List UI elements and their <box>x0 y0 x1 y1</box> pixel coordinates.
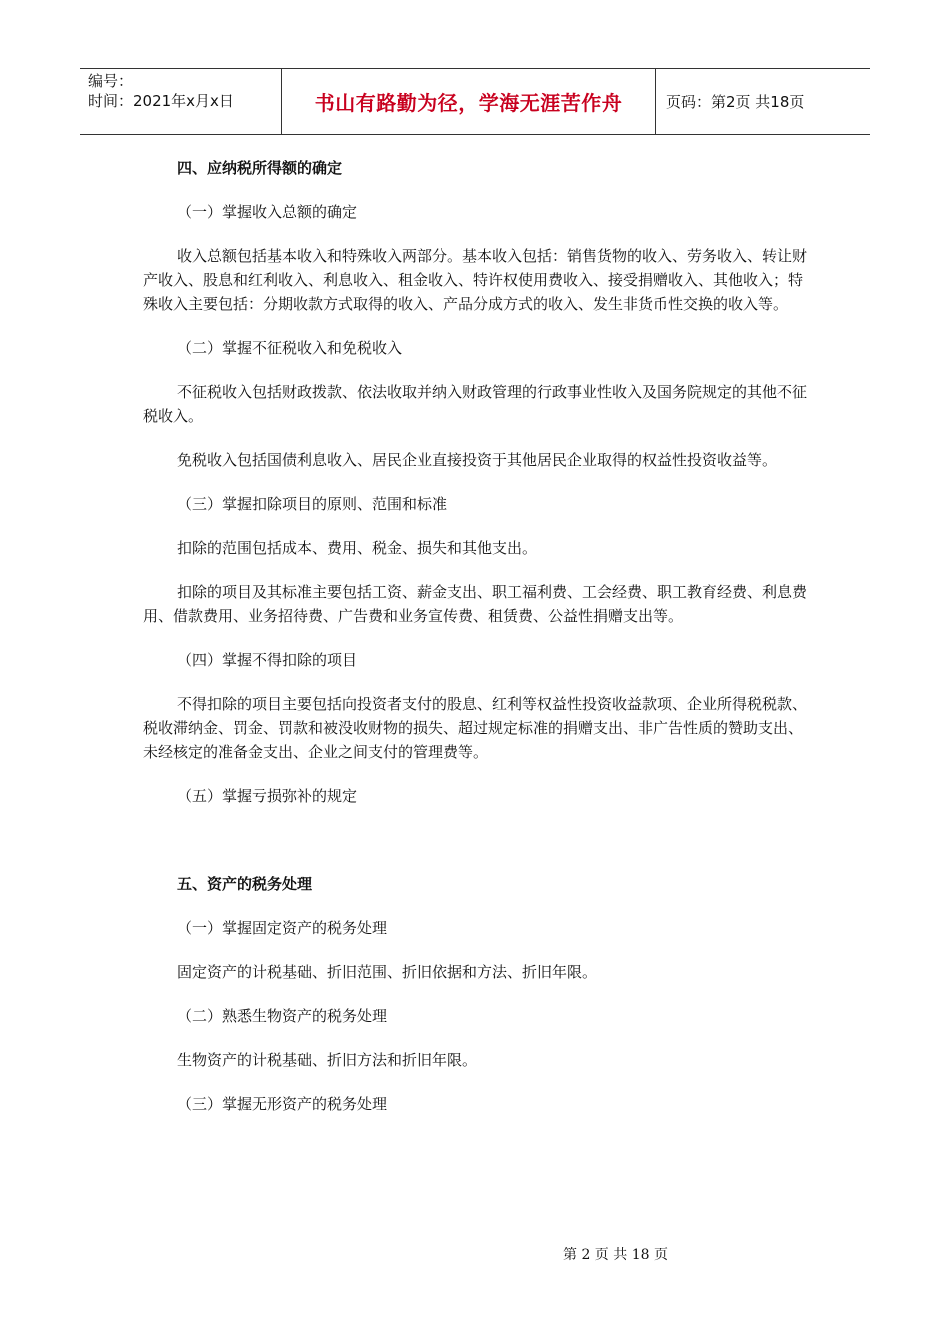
section-4-2-paragraph-2: 免税收入包括国债利息收入、居民企业直接投资于其他居民企业取得的权益性投资收益等。 <box>177 451 778 469</box>
header-page-code-cell <box>656 69 870 134</box>
section-4-2-title: （二）掌握不征税收入和免税收入 <box>177 339 403 357</box>
page-header <box>80 68 870 135</box>
document-body <box>143 156 813 1136</box>
motto: 书山有路勤为径，学海无涯苦作舟 <box>314 91 623 115</box>
section-spacer <box>143 828 813 872</box>
section-4-3-paragraph-2: 扣除的项目及其标准主要包括工资、薪金支出、职工福利费、工会经费、职工教育经费、利息费用、借款费用、业务招待费、广告费和业务宣传费、租赁费、公益性捐赠支出等。 <box>143 583 808 625</box>
section-5-3-title: （三）掌握无形资产的税务处理 <box>177 1095 388 1113</box>
header-motto-cell <box>282 69 656 134</box>
number-label: 编号： <box>88 72 134 90</box>
section-4-2-paragraph-1: 不征税收入包括财政拨款、依法收取并纳入财政管理的行政事业性收入及国务院规定的其他不征税收入。 <box>143 383 808 425</box>
section-4-3-paragraph-1: 扣除的范围包括成本、费用、税金、损失和其他支出。 <box>177 539 538 557</box>
section-4-4-paragraph: 不得扣除的项目主要包括向投资者支付的股息、红利等权益性投资收益款项、企业所得税税款、税收滞纳金、罚金、罚款和被没收财物的损失、超过规定标准的捐赠支出、非广告性质的赞助支出、未经核定的准备金支出、企业之间支付的管理费等。 <box>143 695 808 761</box>
section-4-1-title: （一）掌握收入总额的确定 <box>177 203 358 221</box>
footer-page-number: 第 2 页 共 18 页 <box>563 1247 668 1263</box>
section-4-1-paragraph: 收入总额包括基本收入和特殊收入两部分。基本收入包括：销售货物的收入、劳务收入、转让财产收入、股息和红利收入、利息收入、租金收入、特许权使用费收入、接受捐赠收入、其他收入；特殊收入主要包括：分期收款方式取得的收入、产品分成方式的收入、发生非货币性交换的收入等。 <box>143 247 808 313</box>
section-5-heading: 五、资产的税务处理 <box>177 875 313 893</box>
section-5-2-title: （二）熟悉生物资产的税务处理 <box>177 1007 388 1025</box>
page-code: 页码：第2页 共18页 <box>666 93 805 111</box>
section-4-5-title: （五）掌握亏损弥补的规定 <box>177 787 358 805</box>
section-5-1-paragraph: 固定资产的计税基础、折旧范围、折旧依据和方法、折旧年限。 <box>177 963 598 981</box>
section-5-1-title: （一）掌握固定资产的税务处理 <box>177 919 388 937</box>
date-label: 时间：2021年x月x日 <box>88 92 234 110</box>
section-4-heading: 四、应纳税所得额的确定 <box>177 159 343 177</box>
header-meta <box>80 69 282 134</box>
section-4-3-title: （三）掌握扣除项目的原则、范围和标准 <box>177 495 448 513</box>
section-4-4-title: （四）掌握不得扣除的项目 <box>177 651 358 669</box>
section-5-2-paragraph: 生物资产的计税基础、折旧方法和折旧年限。 <box>177 1051 478 1069</box>
